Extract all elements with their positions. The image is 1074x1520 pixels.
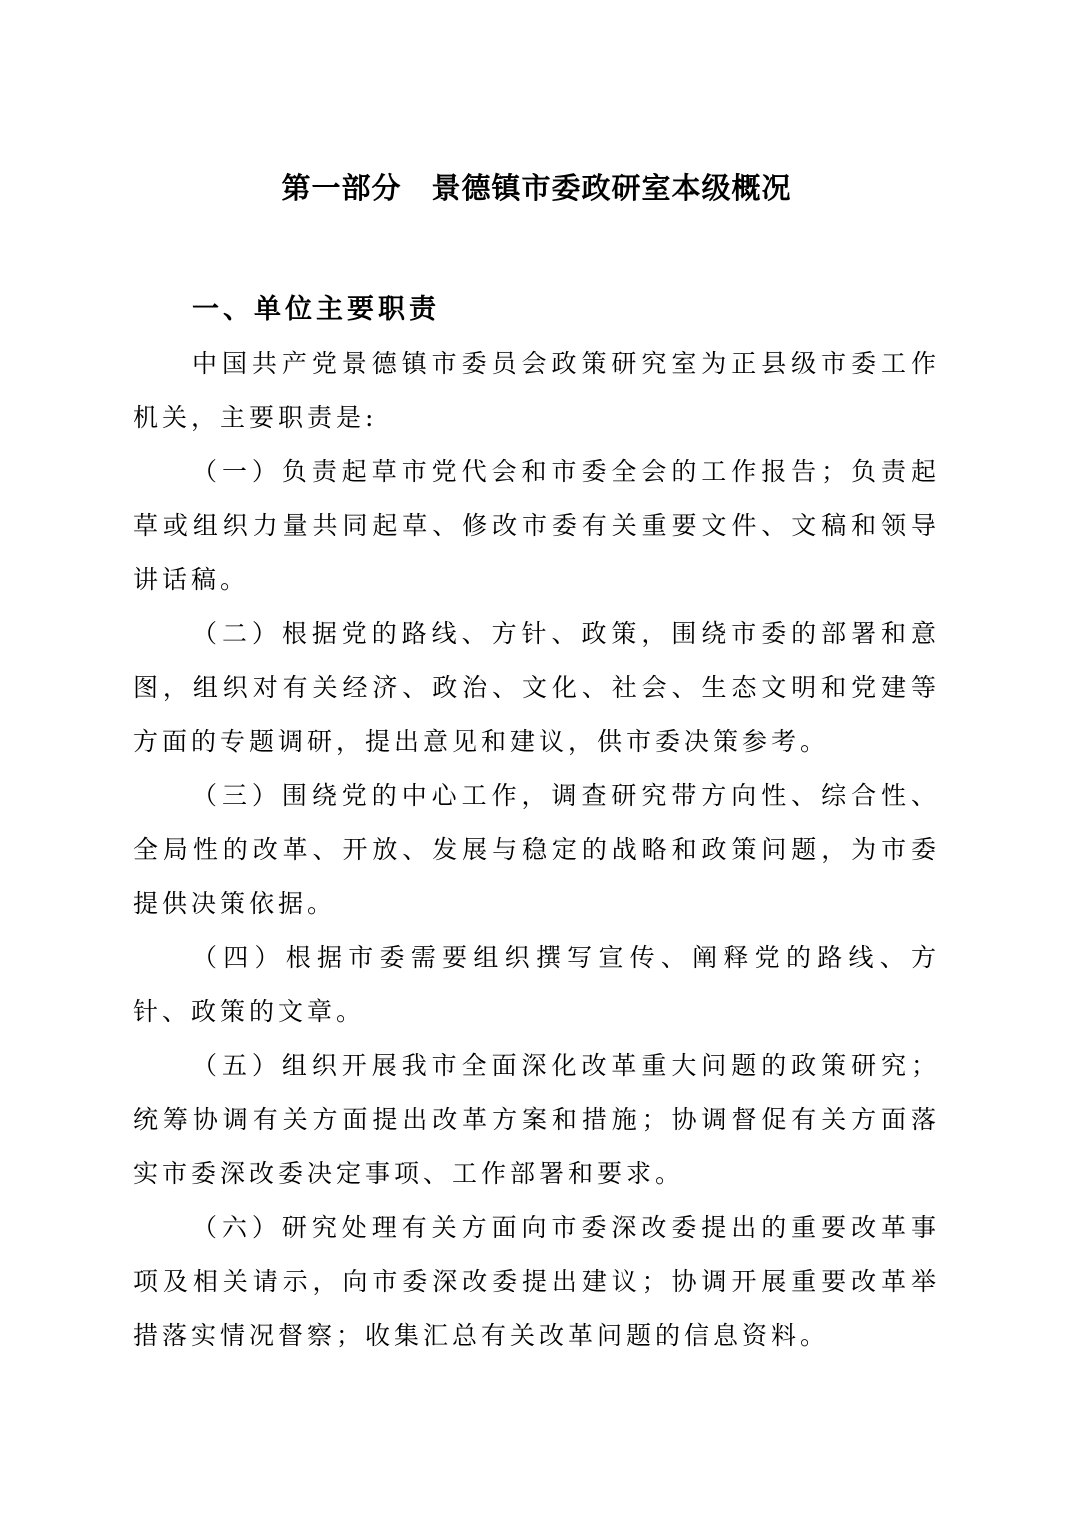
paragraph-duty-4: （四）根据市委需要组织撰写宣传、阐释党的路线、方针、政策的文章。 — [133, 943, 940, 1026]
paragraph-duty-2: （二）根据党的路线、方针、政策，围绕市委的部署和意图，组织对有关经济、政治、文化、社会、生态文明和党建等方面的专题调研，提出意见和建议，供市委决策参考。 — [133, 619, 940, 756]
document-title: 第一部分 景德镇市委政研室本级概况 — [281, 171, 792, 205]
section-heading: 一、单位主要职责 — [192, 294, 440, 325]
paragraph-duty-3: （三）围绕党的中心工作，调查研究带方向性、综合性、全局性的改革、开放、发展与稳定的战略和政策问题，为市委提供决策依据。 — [133, 781, 940, 918]
paragraph-intro: 中国共产党景德镇市委员会政策研究室为正县级市委工作机关，主要职责是: — [133, 349, 940, 432]
paragraph-duty-1: （一）负责起草市党代会和市委全会的工作报告；负责起草或组织力量共同起草、修改市委有关重要文件、文稿和领导讲话稿。 — [133, 457, 940, 594]
paragraph-duty-6: （六）研究处理有关方面向市委深改委提出的重要改革事项及相关请示，向市委深改委提出建议；协调开展重要改革举措落实情况督察；收集汇总有关改革问题的信息资料。 — [133, 1213, 940, 1350]
paragraph-duty-5: （五）组织开展我市全面深化改革重大问题的政策研究；统筹协调有关方面提出改革方案和措施；协调督促有关方面落实市委深改委决定事项、工作部署和要求。 — [133, 1051, 940, 1188]
document-body — [133, 337, 940, 1363]
